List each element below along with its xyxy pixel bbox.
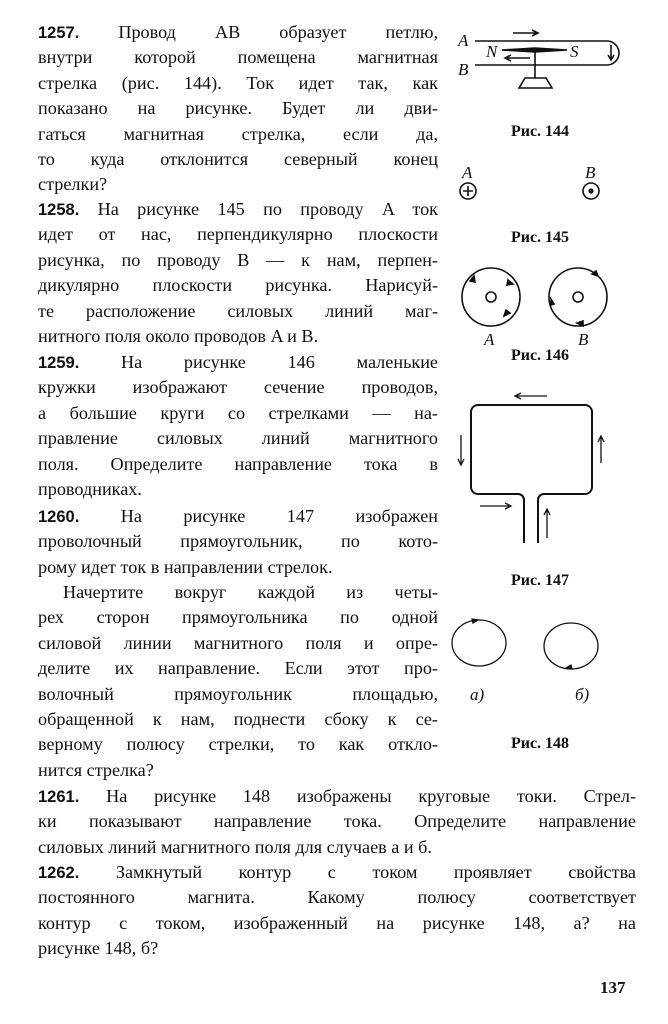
wire-label-a: A [458, 31, 469, 50]
wire-label-b: B [578, 330, 589, 349]
line-text: а большие круги со стрелками — на- [38, 402, 438, 423]
line-text: показано на рисунке. Будет ли дви- [38, 98, 438, 119]
line-text: правление силовых линий магнитного [38, 428, 438, 449]
line-text: рех сторон прямоугольника по одной [38, 607, 438, 628]
problem-number: 1258. [38, 201, 80, 219]
loop-label-b: б) [575, 685, 590, 704]
current-loop-b [544, 623, 598, 669]
wire-label-b: B [585, 163, 596, 182]
line-text: проводниках. [38, 478, 142, 499]
line-text: поля. Определите направление тока в [38, 453, 438, 474]
line-text: то куда отклонится северный конец [38, 148, 438, 169]
line-text: дикулярно плоскости рисунка. Нарисуй- [38, 275, 438, 296]
line-text: На рисунке 145 по проводу A ток [97, 199, 439, 219]
line-text: гаться магнитная стрелка, если да, [38, 123, 438, 144]
arrow-icon [505, 55, 530, 61]
wire-rectangle [471, 405, 592, 543]
line-text: нитного поля около проводов A и B. [38, 325, 319, 346]
figure-144 [457, 30, 619, 140]
figure-145 [460, 163, 599, 246]
line-text: контур с током, изображенный на рисунке 148, а? на [38, 912, 636, 933]
arrow-icon [608, 45, 614, 60]
figure-146 [462, 268, 607, 364]
current-loop-a [452, 620, 506, 666]
wire-label-b: B [458, 60, 469, 79]
line-text: стрелка (рис. 144). Ток идет так, как [38, 72, 438, 93]
pole-label-n: N [486, 42, 498, 61]
problem-number: 1260. [38, 508, 80, 526]
line-text: обращенной к нам, поднести сбоку к се- [38, 708, 438, 729]
figure-caption: Рис. 144 [510, 123, 570, 140]
figure-caption: Рис. 145 [510, 229, 570, 246]
figure-caption: Рис. 148 [510, 735, 570, 752]
wire-label-a: A [484, 330, 495, 349]
arrow-icon [544, 509, 550, 538]
problem-number: 1262. [38, 864, 80, 882]
field-line-circle [462, 268, 520, 326]
line-text: делите их направление. Если этот про- [38, 658, 438, 679]
pole-label-s: S [570, 42, 579, 61]
loop-label-a: а) [470, 685, 485, 704]
line-text: идет от нас, перпендикулярно плоскости [38, 224, 438, 245]
line-text: На рисунке 146 маленькие [121, 352, 439, 372]
line-text: силовой линии магнитного поля и опре- [38, 632, 438, 653]
line-text: кружки изображают сечение проводов, [38, 377, 438, 398]
wire-label-a: A [462, 163, 473, 182]
line-text: Замкнутый контур с током проявляет свойства [115, 862, 637, 882]
line-text: рисунка, по проводу B — к нам, перпен- [38, 249, 438, 270]
line-text: рому идет ток в направлении стрелок. [38, 556, 333, 577]
line-text: На рисунке 147 изображен [120, 506, 438, 526]
figure-caption: Рис. 147 [510, 572, 570, 589]
line-text: рисунке 148, б? [38, 938, 159, 959]
line-text: Начертите вокруг каждой из четы- [63, 582, 438, 602]
problem-number: 1257. [38, 24, 80, 42]
arrow-icon [513, 30, 538, 36]
line-text: верному полюсу стрелки, то как откло- [38, 734, 438, 755]
line-text: волочный прямоугольник площадью, [38, 683, 438, 704]
arrow-icon [480, 503, 511, 509]
arrow-icon [515, 393, 547, 399]
line-text: нится стрелка? [38, 759, 154, 780]
problem-number: 1259. [38, 354, 80, 372]
figure-147 [458, 393, 604, 589]
line-text: ки показывают направление тока. Определите направление [38, 811, 636, 832]
line-text: проволочный прямоугольник, по кото- [38, 531, 438, 552]
line-text: На рисунке 148 изображены круговые токи. Стрел- [106, 786, 636, 806]
compass-needle [502, 48, 567, 52]
line-text: силовых линий магнитного поля для случаев а и б. [38, 836, 432, 857]
arrow-icon [458, 435, 464, 465]
figure-caption: Рис. 146 [510, 347, 570, 364]
problem-number: 1261. [38, 788, 80, 806]
figure-148 [452, 619, 598, 752]
line-text: внутри которой помещена магнитная [38, 47, 438, 68]
line-text: постоянного магнита. Какому полюсу соответствует [38, 887, 636, 908]
page-number: 137 [600, 978, 626, 997]
line-text: стрелки? [38, 174, 108, 195]
arrow-icon [598, 436, 604, 463]
line-text: Провод AB образует петлю, [118, 22, 438, 42]
line-text: те расположение силовых линий маг- [38, 300, 438, 321]
